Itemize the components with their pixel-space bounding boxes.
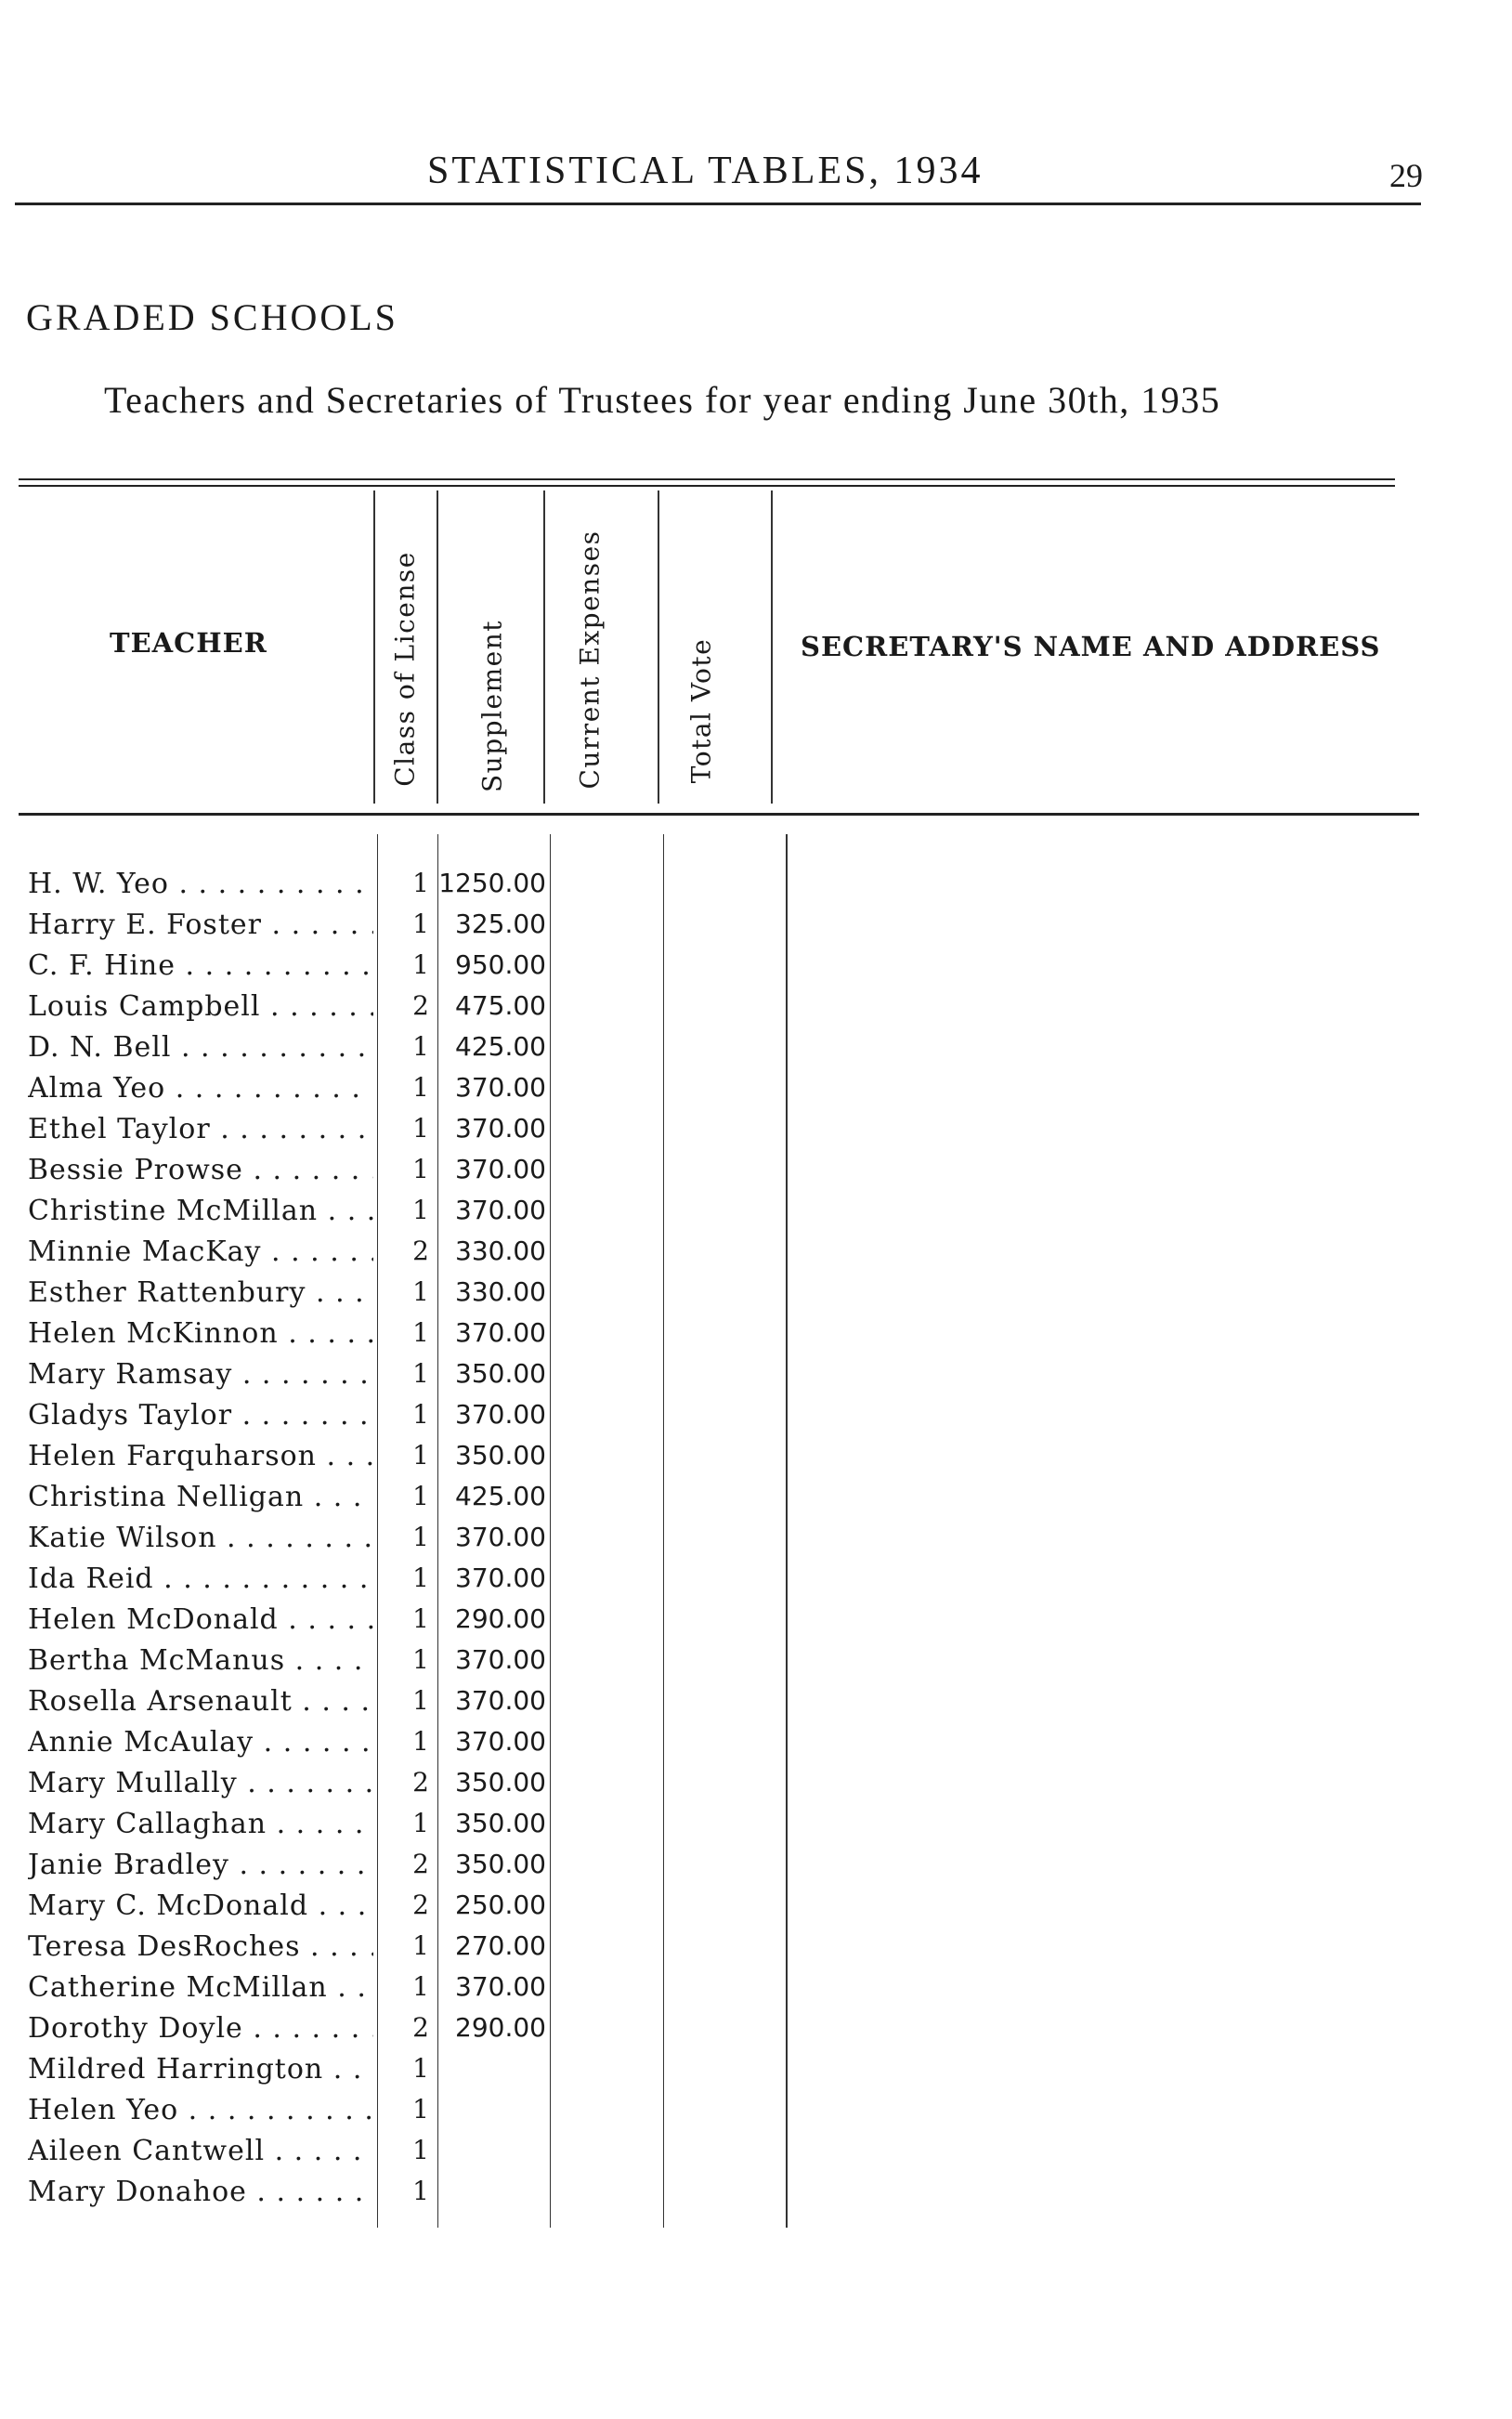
class-of-license-value: 1 [412, 868, 429, 898]
supplement-value: 350.00 [455, 1440, 546, 1471]
column-divider [437, 490, 438, 804]
supplement-value: 370.00 [455, 1685, 546, 1716]
column-divider [771, 490, 773, 804]
class-of-license-value: 1 [412, 1481, 429, 1511]
column-divider [658, 490, 659, 804]
table-row [0, 1148, 836, 1189]
table-row [0, 1802, 836, 1843]
class-of-license-value: 1 [412, 1440, 429, 1471]
class-of-license-value: 1 [412, 1399, 429, 1430]
table-row [0, 1475, 836, 1516]
teacher-name: Esther Rattenbury . . . [28, 1276, 373, 1309]
supplement-value: 370.00 [455, 1113, 546, 1144]
table-row [0, 1434, 836, 1475]
teacher-name: Gladys Taylor . . . [28, 1399, 373, 1432]
class-of-license-value: 1 [412, 1358, 429, 1389]
teacher-name: Louis Campbell . . . [28, 990, 373, 1023]
section-title: GRADED SCHOOLS [26, 296, 398, 338]
table-row [0, 2088, 836, 2129]
teacher-name: Ethel Taylor . . . [28, 1113, 373, 1145]
class-of-license-value: 1 [412, 1563, 429, 1593]
class-of-license-value: 2 [412, 1767, 429, 1798]
supplement-value: 290.00 [455, 1603, 546, 1634]
table-row [0, 944, 836, 985]
table-row [0, 1720, 836, 1761]
supplement-value: 325.00 [455, 909, 546, 939]
running-head: STATISTICAL TABLES, 1934 [427, 150, 984, 192]
table-row [0, 1966, 836, 2007]
supplement-value: 250.00 [455, 1889, 546, 1920]
column-divider [373, 490, 375, 804]
teacher-name: Annie McAulay . . . [28, 1726, 373, 1759]
table-row [0, 985, 836, 1026]
supplement-value: 370.00 [455, 1072, 546, 1103]
supplement-value: 370.00 [455, 1971, 546, 2002]
table-row [0, 1639, 836, 1680]
class-of-license-value: 1 [412, 1195, 429, 1225]
teacher-name: C. F. Hine . . . [28, 949, 373, 982]
class-of-license-value: 1 [412, 2135, 429, 2165]
teacher-name: H. W. Yeo . . . [28, 868, 373, 900]
class-of-license-value: 1 [412, 1317, 429, 1348]
teacher-name: Christina Nelligan . . . [28, 1481, 373, 1513]
supplement-value: 350.00 [455, 1849, 546, 1879]
teacher-name: Harry E. Foster . . . [28, 909, 373, 941]
class-of-license-value: 1 [412, 1113, 429, 1144]
table-row [0, 1230, 836, 1271]
table-row [0, 2007, 836, 2047]
teacher-name: Mary Donahoe . . . [28, 2176, 373, 2208]
class-of-license-value: 1 [412, 1808, 429, 1838]
column-header-supplement: Supplement [476, 620, 508, 792]
supplement-value: 370.00 [455, 1563, 546, 1593]
teacher-name: Mary C. McDonald . . . [28, 1889, 373, 1922]
class-of-license-value: 1 [412, 949, 429, 980]
table-row [0, 1598, 836, 1639]
class-of-license-value: 1 [412, 909, 429, 939]
supplement-value: 370.00 [455, 1522, 546, 1552]
class-of-license-value: 1 [412, 2053, 429, 2084]
table-row [0, 1066, 836, 1107]
column-header-teacher: TEACHER [110, 627, 267, 659]
table-row [0, 1843, 836, 1884]
supplement-value: 290.00 [455, 2012, 546, 2043]
class-of-license-value: 1 [412, 1031, 429, 1062]
table-row [0, 903, 836, 944]
teacher-name: Helen McKinnon . . . [28, 1317, 373, 1350]
table-row [0, 1680, 836, 1720]
teacher-name: Alma Yeo . . . [28, 1072, 373, 1105]
teacher-name: Bessie Prowse . . . [28, 1154, 373, 1186]
teacher-name: Mary Mullally . . . [28, 1767, 373, 1799]
table-row [0, 1925, 836, 1966]
class-of-license-value: 1 [412, 1072, 429, 1103]
table-row [0, 2047, 836, 2088]
class-of-license-value: 1 [412, 1522, 429, 1552]
supplement-value: 370.00 [455, 1726, 546, 1757]
table-row [0, 1761, 836, 1802]
column-header-current-expenses: Current Expenses [574, 530, 606, 790]
class-of-license-value: 1 [412, 1644, 429, 1675]
class-of-license-value: 1 [412, 1726, 429, 1757]
teacher-name: Ida Reid . . . [28, 1563, 373, 1595]
table-row [0, 2129, 836, 2170]
supplement-value: 270.00 [455, 1930, 546, 1961]
class-of-license-value: 1 [412, 2176, 429, 2206]
class-of-license-value: 1 [412, 1603, 429, 1634]
supplement-value: 370.00 [455, 1317, 546, 1348]
class-of-license-value: 2 [412, 990, 429, 1021]
class-of-license-value: 2 [412, 1849, 429, 1879]
teacher-name: Christine McMillan . . . [28, 1195, 373, 1227]
supplement-value: 350.00 [455, 1358, 546, 1389]
teacher-name: Aileen Cantwell . . . [28, 2135, 373, 2167]
table-row [0, 1393, 836, 1434]
class-of-license-value: 1 [412, 1971, 429, 2002]
supplement-value: 330.00 [455, 1236, 546, 1266]
teacher-name: Mildred Harrington . . . [28, 2053, 373, 2086]
supplement-value: 370.00 [455, 1195, 546, 1225]
class-of-license-value: 2 [412, 1889, 429, 1920]
supplement-value: 370.00 [455, 1154, 546, 1184]
teacher-name: Teresa DesRoches . . . [28, 1930, 373, 1963]
supplement-value: 350.00 [455, 1808, 546, 1838]
table-row [0, 1312, 836, 1353]
page-number: 29 [1389, 157, 1423, 194]
column-header-class-of-license: Class of License [389, 551, 421, 787]
teacher-name: Mary Callaghan . . . [28, 1808, 373, 1840]
table-row [0, 1884, 836, 1925]
teacher-name: Janie Bradley . . . [28, 1849, 373, 1881]
column-divider [543, 490, 545, 804]
supplement-value: 950.00 [455, 949, 546, 980]
table-top-rule-inner [19, 485, 1395, 487]
teacher-name: Catherine McMillan . . . [28, 1971, 373, 2004]
teacher-name: Helen Farquharson . . . [28, 1440, 373, 1472]
table-row [0, 1107, 836, 1148]
teacher-name: Katie Wilson . . . [28, 1522, 373, 1554]
supplement-value: 425.00 [455, 1031, 546, 1062]
class-of-license-value: 1 [412, 1930, 429, 1961]
teacher-name: Bertha McManus . . . [28, 1644, 373, 1677]
table-row [0, 1189, 836, 1230]
teacher-name: Mary Ramsay . . . [28, 1358, 373, 1391]
teacher-name: Rosella Arsenault . . . [28, 1685, 373, 1718]
class-of-license-value: 2 [412, 2012, 429, 2043]
table-row [0, 1353, 836, 1393]
supplement-value: 350.00 [455, 1767, 546, 1798]
class-of-license-value: 1 [412, 1154, 429, 1184]
teacher-name: Helen Yeo . . . [28, 2094, 373, 2126]
table-row [0, 1271, 836, 1312]
table-row [0, 862, 836, 903]
supplement-value: 475.00 [455, 990, 546, 1021]
class-of-license-value: 1 [412, 1276, 429, 1307]
class-of-license-value: 1 [412, 2094, 429, 2125]
header-rule [15, 203, 1421, 205]
table-top-rule [19, 478, 1395, 480]
supplement-value: 370.00 [455, 1644, 546, 1675]
class-of-license-value: 2 [412, 1236, 429, 1266]
supplement-value: 425.00 [455, 1481, 546, 1511]
teacher-name: Helen McDonald . . . [28, 1603, 373, 1636]
table-row [0, 1026, 836, 1066]
supplement-value: 370.00 [455, 1399, 546, 1430]
teacher-name: Dorothy Doyle . . . [28, 2012, 373, 2045]
supplement-value: 330.00 [455, 1276, 546, 1307]
table-row [0, 2170, 836, 2211]
header-bottom-rule [19, 813, 1419, 816]
teacher-name: Minnie MacKay . . . [28, 1236, 373, 1268]
column-header-total-vote: Total Vote [685, 637, 717, 784]
supplement-value: 1250.00 [438, 868, 546, 898]
teacher-name: D. N. Bell . . . [28, 1031, 373, 1064]
table-row [0, 1557, 836, 1598]
table-row [0, 1516, 836, 1557]
class-of-license-value: 1 [412, 1685, 429, 1716]
column-header-secretary: SECRETARY'S NAME AND ADDRESS [801, 631, 1381, 662]
table-subtitle: Teachers and Secretaries of Trustees for year ending June 30th, 1935 [104, 379, 1221, 421]
